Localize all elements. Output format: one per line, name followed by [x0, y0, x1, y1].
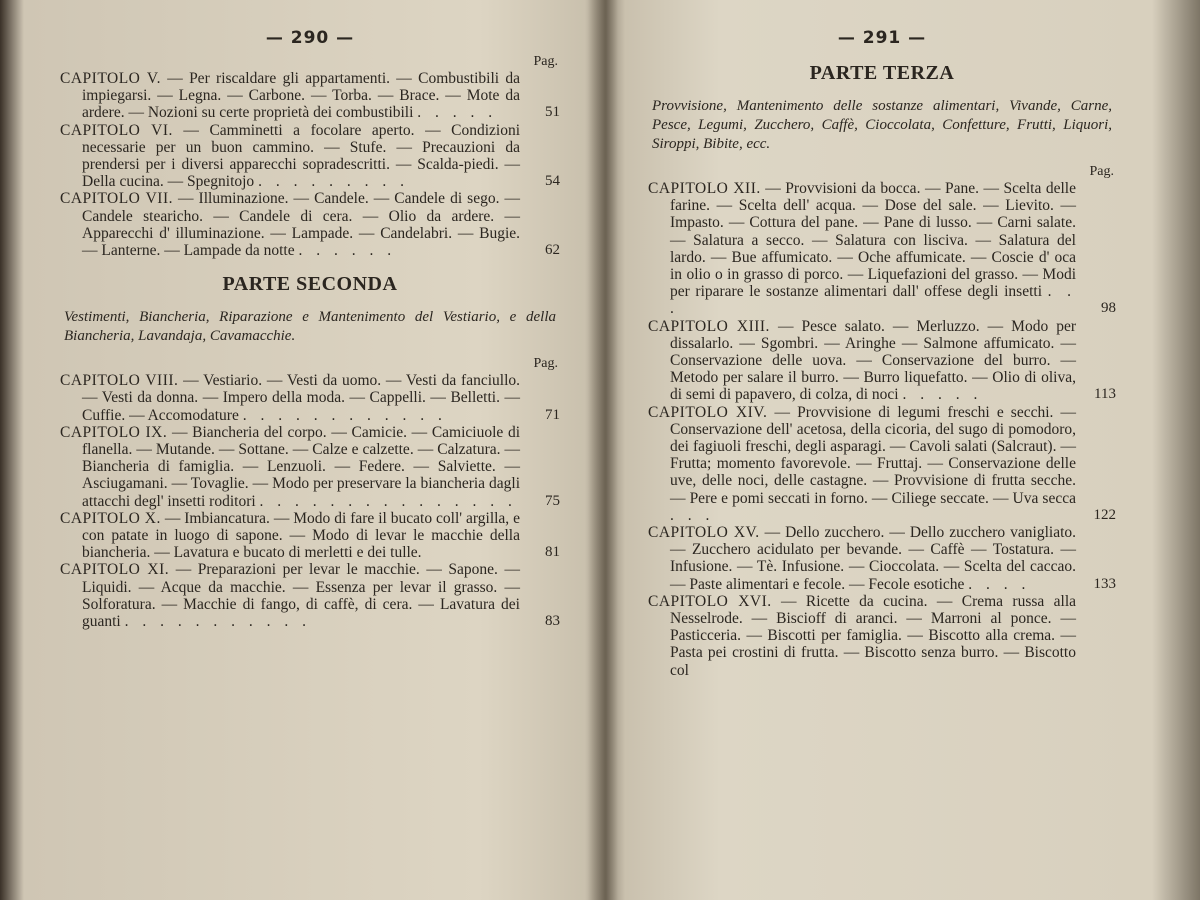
chapter-label: CAPITOLO V.: [60, 70, 161, 87]
section-subtitle: Provvisione, Mantenimento delle sostanze alimentari, Vivande, Carne, Pesce, Legumi, Zucchero, Caffè, Cioccolata, Confetture, Frutti, Liquori, Siroppi, Bibite, ecc.: [652, 98, 1112, 152]
chapter-text: — Provvisione di legumi freschi e secchi. — Conservazione dell' acetosa, della cicoria, del sugo di pomodoro, dei fagiuoli freschi, degli asparagi. — Cavoli salati (Salcraut). — Frutta; momento favorevole. — Fruttaj. — Conservazione delle uve, delle noci, delle castagne. — Provvisione di frutta secche. — Pere e pomi seccati in forno. — Ciliege seccate. — Uva secca: [670, 403, 1076, 507]
leader-dots: . . . . .: [417, 104, 498, 122]
chapter-label: CAPITOLO XIII.: [648, 317, 770, 335]
pag-label: Pag.: [533, 54, 558, 69]
chapter-text: — Camminetti a focolare aperto. — Condizioni necessarie per un buon cammino. — Stufe. — Precauzioni da prendersi per i diversi apparecchi sopradescritti. — Scalda-piedi. — Della cucina. — Spegnitojo: [82, 121, 520, 191]
chapter-text: — Biancheria del corpo. — Camicie. — Camiciuole di flanella. — Mutande. — Sottane. — Calze e calzette. — Calzatura. — Biancheria di famiglia. — Lenzuoli. — Federe. — Salviette. — Asciugamani. — Tovaglie. — Modo per preservare la biancheria dagli attacchi degl' insetti roditori: [82, 423, 521, 510]
chapter-text: — Illuminazione. — Candele. — Candele di sego. — Candele stearicho. — Candele di cera. — Olio da ardere. — Apparecchi d' illuminazione. — Lampade. — Candelabri. — Bugie. — Lanterne. — Lampade da notte: [82, 190, 520, 260]
chapter-page-number: 133: [1093, 575, 1116, 592]
chapter-text: — Dello zucchero. — Dello zucchero vanigliato. — Zucchero acidulato per bevande. — Caffè — Tostatura. — Infusione. — Tè. Infusione. — Cioccolata. — Scelta del caccao. — Paste alimentari e fecole. — Fecole esotiche: [670, 524, 1077, 593]
chapter-label: CAPITOLO VII.: [60, 190, 173, 208]
chapter-label: CAPITOLO XVI.: [648, 592, 772, 610]
chapter-page-number: 75: [545, 492, 560, 509]
toc-entry: [60, 190, 560, 259]
leader-dots: . . . . . . . . . . . .: [242, 406, 447, 424]
chapter-text: — Preparazioni per levar le macchie. — Sapone. — Liquidi. — Acque da macchie. — Essenza per levar il grasso. — Solforatura. — Macchie di fango, di caffè, di cera. — Lavatura dei guanti: [82, 561, 520, 631]
chapter-text: — Vestiario. — Vesti da uomo. — Vesti da fanciullo. — Vesti da donna. — Impero della moda. — Cappelli. — Belletti. — Cuffie. — Accomodature: [82, 372, 520, 424]
toc-entry: [60, 372, 560, 424]
chapter-label: CAPITOLO XV.: [648, 524, 760, 542]
section-title: PARTE SECONDA: [222, 273, 398, 296]
page-number-left: — 290 —: [265, 28, 355, 48]
chapter-text: — Per riscaldare gli appartamenti. — Combustibili da impiegarsi. — Legna. — Carbone. — Torba. — Brace. — Mote da ardere. — Nozioni su certe proprietà dei combustibili: [82, 70, 520, 122]
chapter-page-number: 62: [545, 242, 560, 259]
toc-entry: [60, 122, 560, 191]
toc-entry: [648, 524, 1116, 593]
toc-entry: [648, 318, 1116, 404]
page-number-right: — 291 —: [837, 28, 927, 48]
leader-dots: . . . . .: [902, 386, 983, 404]
chapter-page-number: 54: [545, 173, 560, 190]
leader-dots: . . .: [670, 283, 1076, 318]
leader-dots: . . . .: [968, 575, 1031, 593]
leader-dots: . . . . . . . . . . .: [124, 613, 311, 631]
toc-entry: [648, 404, 1116, 524]
chapter-page-number: 98: [1101, 300, 1116, 317]
chapter-page-number: 122: [1093, 506, 1116, 523]
chapter-page-number: 51: [545, 104, 560, 121]
toc-entry: [648, 593, 1116, 679]
toc-entry: [60, 561, 560, 630]
pag-label: Pag.: [1089, 164, 1114, 179]
leader-dots: . . . . . . . . . . . . . . .: [259, 492, 517, 510]
leader-dots: . . . . . .: [298, 242, 397, 260]
chapter-page-number: 83: [545, 613, 560, 630]
chapter-page-number: 71: [545, 406, 560, 423]
right-page: [648, 0, 1116, 900]
chapter-label: CAPITOLO XIV.: [648, 403, 768, 421]
chapter-text: — Imbiancatura. — Modo di fare il bucato coll' argilla, e con patate in luogo di sapone. — Modo di levar le macchie della biancheria. — Lavatura e bucato di merletti e dei tulle.: [82, 509, 520, 562]
pag-label: Pag.: [533, 356, 558, 372]
chapter-label: CAPITOLO XII.: [648, 180, 761, 197]
chapter-text: — Pesce salato. — Merluzzo. — Modo per dissalarlo. — Sgombri. — Aringhe — Salmone affumicato. — Conservazione delle uova. — Conservazione del burro. — Metodo per salare il burro. — Burro liquefatto. — Olio di oliva, di semi di papavero, di colza, di noci: [670, 317, 1076, 404]
leader-dots: . . . . . . . . .: [258, 173, 409, 191]
toc-entry: [648, 180, 1116, 318]
chapter-label: CAPITOLO IX.: [60, 423, 168, 441]
section-title: PARTE TERZA: [809, 62, 955, 84]
section-subtitle: Vestimenti, Biancheria, Riparazione e Mantenimento del Vestiario, e della Biancheria, Lavandaja, Cavamacchie.: [64, 309, 556, 345]
chapter-page-number: 113: [1094, 386, 1116, 403]
chapter-label: CAPITOLO XI.: [60, 561, 170, 579]
toc-entry: [60, 510, 560, 562]
chapter-label: CAPITOLO VI.: [60, 121, 173, 139]
leader-dots: . . .: [670, 506, 715, 524]
toc-entry: [60, 424, 560, 510]
chapter-text: — Provvisioni da bocca. — Pane. — Scelta delle farine. — Scelta dell' acqua. — Dose del sale. — Lievito. — Impasto. — Cottura del pane. — Pane di lusso. — Carni salate. — Salatura a secco. — Salatura con lisciva. — Salatura del lardo. — Bue affumicato. — Oche affumicate. — Coscie d' oca in olio o in grasso di porco. — Liquefazioni del grasso. — Modi per riparare le sostanze alimentari dall' offese degli insetti: [670, 180, 1076, 301]
chapter-label: CAPITOLO VIII.: [60, 372, 179, 390]
toc-entry: [60, 70, 560, 122]
left-page: [60, 0, 560, 900]
chapter-label: CAPITOLO X.: [60, 509, 161, 527]
book-gutter: [585, 0, 625, 900]
chapter-text: — Ricette da cucina. — Crema russa alla Nesselrode. — Biscioff di aranci. — Marroni al ponce. — Pasticceria. — Biscotti per famiglia. — Biscotto alla crema. — Pasta pei crostini di frutta. — Biscotto senza burro. — Biscotto col: [670, 592, 1077, 679]
chapter-page-number: 81: [545, 544, 560, 561]
